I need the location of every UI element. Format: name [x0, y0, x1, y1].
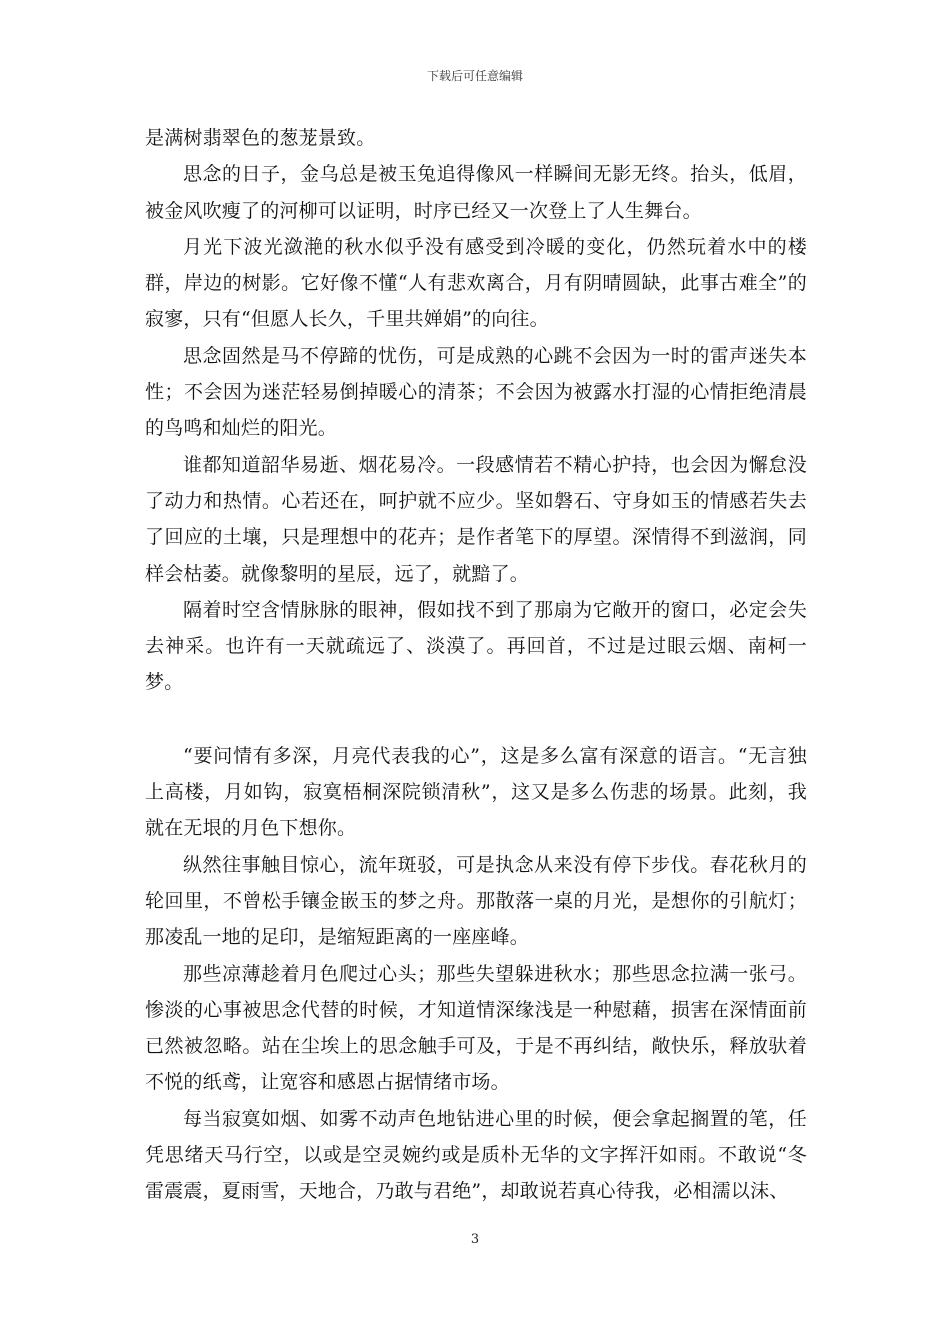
- paragraph-9: 那些凉薄趁着月色爬过心头；那些失望躲进秋水；那些思念拉满一张弓。惨淡的心事被思念代替的时候，才知道情深缘浅是一种慰藉，损害在深情面前已然被忽略。站在尘埃上的思念触手可及，于是不再纠结，敞快乐，释放驮着不悦的纸鸢，让宽容和感恩占据情绪市场。: [145, 962, 807, 1094]
- paragraph-3: 月光下波光潋滟的秋水似乎没有感受到冷暖的变化，仍然玩着水中的楼群，岸边的树影。它好像不懂“人有悲欢离合，月有阴晴圆缺，此事古难全”的寂寥，只有“但愿人长久，千里共婵娟”的向往。: [145, 235, 807, 331]
- page-header: 下载后可任意编辑: [426, 69, 523, 83]
- paragraph-5: 谁都知道韶华易逝、烟花易冷。一段感情若不精心护持，也会因为懈怠没了动力和热情。心若还在，呵护就不应少。坚如磐石、守身如玉的情感若失去了回应的土壤，只是理想中的花卉；是作者笔下的厚望。深情得不到滋润，同样会枯萎。就像黎明的星辰，远了，就黯了。: [145, 453, 807, 585]
- paragraph-7: “要问情有多深，月亮代表我的心”，这是多么富有深意的语言。“无言独上高楼，月如钩，寂寞梧桐深院锁清秋”，这又是多么伤悲的场景。此刻，我就在无垠的月色下想你。: [145, 744, 807, 840]
- paragraph-1: 是满树翡翠色的葱茏景致。: [145, 127, 376, 149]
- paragraph-6: 隔着时空含情脉脉的眼神，假如找不到了那扇为它敞开的窗口，必定会失去神采。也许有一天就疏远了、淡漠了。再回首，不过是过眼云烟、南柯一梦。: [145, 598, 807, 694]
- paragraph-10: 每当寂寞如烟、如雾不动声色地钻进心里的时候，便会拿起搁置的笔，任凭思绪天马行空，以或是空灵婉约或是质朴无华的文字挥汗如雨。不敢说“冬雷震震，夏雨雪，天地合，乃敢与君绝”，却敢说若真心待我，必相濡以沫、: [145, 1107, 807, 1203]
- paragraph-4: 思念固然是马不停蹄的忧伤，可是成熟的心跳不会因为一时的雷声迷失本性；不会因为迷茫轻易倒掉暖心的清茶；不会因为被露水打湿的心情拒绝清晨的鸟鸣和灿烂的阳光。: [145, 344, 807, 440]
- paragraph-2: 思念的日子，金乌总是被玉兔追得像风一样瞬间无影无终。抬头，低眉，被金风吹瘦了的河柳可以证明，时序已经又一次登上了人生舞台。: [145, 163, 807, 222]
- page-number: 3: [470, 1232, 480, 1247]
- paragraph-8: 纵然往事触目惊心，流年斑驳，可是执念从来没有停下步伐。春花秋月的轮回里，不曾松手镶金嵌玉的梦之舟。那散落一桌的月光，是想你的引航灯；那凌乱一地的足印，是缩短距离的一座座峰。: [145, 853, 807, 949]
- document-body: [145, 120, 807, 1210]
